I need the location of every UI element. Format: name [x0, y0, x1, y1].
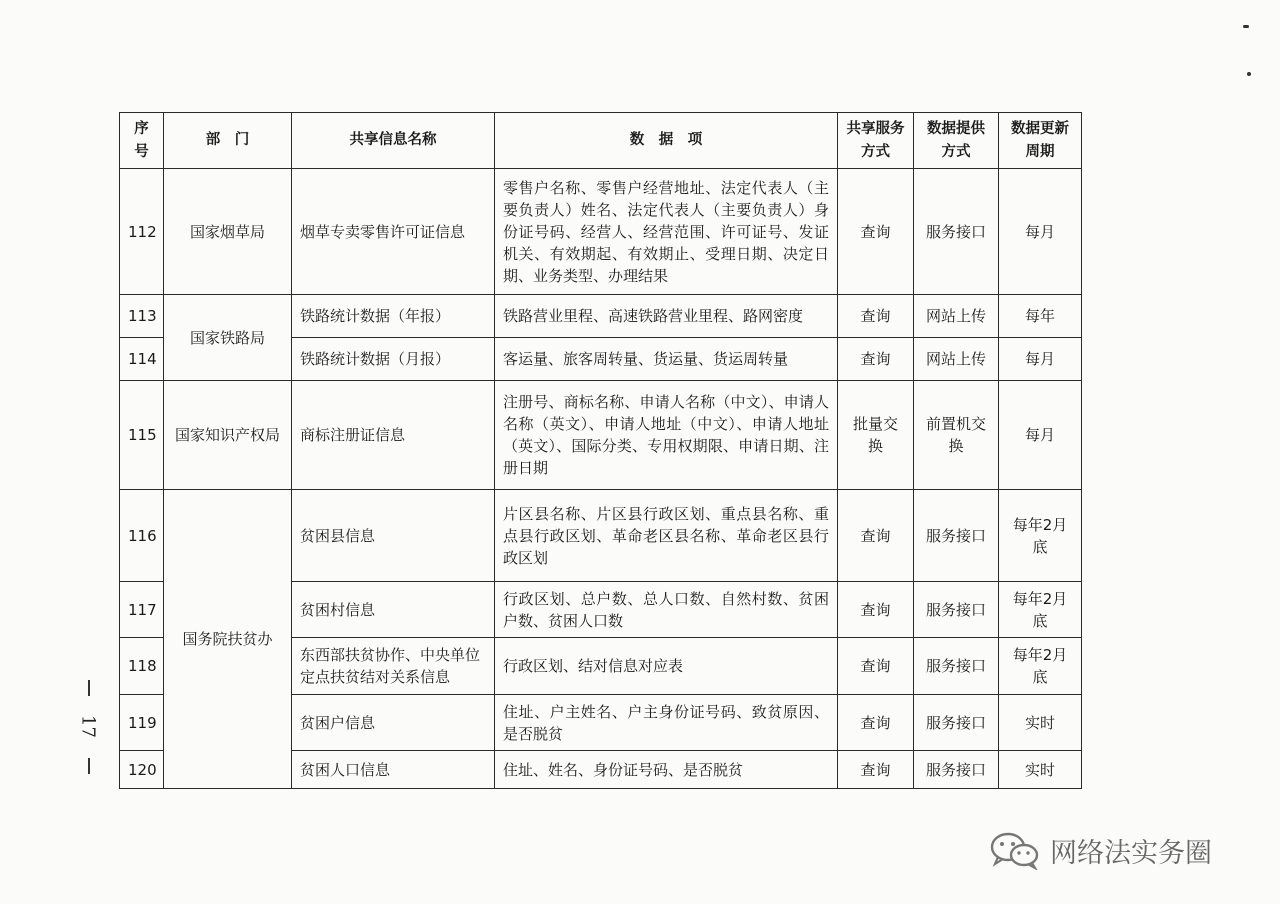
cell-dept: 国家知识产权局	[164, 381, 292, 490]
cell-update-cycle: 实时	[999, 695, 1082, 751]
cell-info-name: 贫困人口信息	[292, 751, 495, 789]
cell-service-mode: 查询	[838, 638, 914, 695]
cell-seq: 116	[120, 490, 164, 582]
cell-update-cycle: 每月	[999, 169, 1082, 295]
header-dept: 部 门	[164, 113, 292, 169]
cell-update-cycle: 每月	[999, 381, 1082, 490]
cell-provide-mode: 服务接口	[914, 751, 999, 789]
cell-provide-mode: 网站上传	[914, 338, 999, 381]
cell-data-items: 住址、姓名、身份证号码、是否脱贫	[495, 751, 838, 789]
cell-provide-mode: 服务接口	[914, 695, 999, 751]
header-info-name: 共享信息名称	[292, 113, 495, 169]
table-row	[120, 381, 1082, 490]
watermark	[988, 830, 1212, 870]
cell-data-items: 零售户名称、零售户经营地址、法定代表人（主要负责人）姓名、法定代表人（主要负责人）身份证号码、经营人、经营范围、许可证号、发证机关、有效期起、有效期止、受理日期、决定日期、业务类型、办理结果	[495, 169, 838, 295]
cell-update-cycle: 每月	[999, 338, 1082, 381]
header-seq: 序号	[120, 113, 164, 169]
table-row	[120, 295, 1082, 338]
cell-dept: 国家烟草局	[164, 169, 292, 295]
header-service-mode: 共享服务方式	[838, 113, 914, 169]
table-header-row	[120, 113, 1082, 169]
cell-service-mode: 查询	[838, 582, 914, 638]
cell-info-name: 贫困村信息	[292, 582, 495, 638]
cell-info-name: 东西部扶贫协作、中央单位定点扶贫结对关系信息	[292, 638, 495, 695]
cell-seq: 119	[120, 695, 164, 751]
cell-service-mode: 查询	[838, 295, 914, 338]
cell-provide-mode: 服务接口	[914, 582, 999, 638]
cell-info-name: 铁路统计数据（月报）	[292, 338, 495, 381]
cell-service-mode: 查询	[838, 695, 914, 751]
cell-data-items: 片区县名称、片区县行政区划、重点县名称、重点县行政区划、革命老区县名称、革命老区县行政区划	[495, 490, 838, 582]
cell-seq: 112	[120, 169, 164, 295]
cell-update-cycle: 每年2月底	[999, 582, 1082, 638]
cell-dept: 国务院扶贫办	[164, 490, 292, 789]
scan-speck	[1243, 25, 1249, 28]
cell-service-mode: 查询	[838, 169, 914, 295]
cell-dept: 国家铁路局	[164, 295, 292, 381]
wechat-icon	[988, 830, 1042, 870]
cell-provide-mode: 服务接口	[914, 169, 999, 295]
page-number-text: 17	[77, 715, 99, 738]
cell-service-mode: 查询	[838, 751, 914, 789]
cell-data-items: 行政区划、总户数、总人口数、自然村数、贫困户数、贫困人口数	[495, 582, 838, 638]
cell-provide-mode: 前置机交换	[914, 381, 999, 490]
cell-service-mode: 查询	[838, 338, 914, 381]
cell-info-name: 烟草专卖零售许可证信息	[292, 169, 495, 295]
header-data-items: 数 据 项	[495, 113, 838, 169]
cell-info-name: 贫困县信息	[292, 490, 495, 582]
cell-data-items: 注册号、商标名称、申请人名称（中文）、申请人名称（英文）、申请人地址（中文）、申请人地址（英文）、国际分类、专用权期限、申请日期、注册日期	[495, 381, 838, 490]
cell-seq: 120	[120, 751, 164, 789]
table-row	[120, 169, 1082, 295]
cell-service-mode: 批量交换	[838, 381, 914, 490]
table-row	[120, 490, 1082, 582]
scan-speck	[1247, 72, 1251, 76]
cell-info-name: 商标注册证信息	[292, 381, 495, 490]
cell-provide-mode: 服务接口	[914, 490, 999, 582]
cell-provide-mode: 服务接口	[914, 638, 999, 695]
cell-seq: 114	[120, 338, 164, 381]
cell-info-name: 铁路统计数据（年报）	[292, 295, 495, 338]
cell-service-mode: 查询	[838, 490, 914, 582]
cell-data-items: 客运量、旅客周转量、货运量、货运周转量	[495, 338, 838, 381]
watermark-text: 网络法实务圈	[1050, 837, 1212, 869]
cell-update-cycle: 每年	[999, 295, 1082, 338]
cell-seq: 117	[120, 582, 164, 638]
cell-seq: 118	[120, 638, 164, 695]
header-update-cycle: 数据更新周期	[999, 113, 1082, 169]
cell-seq: 113	[120, 295, 164, 338]
cell-update-cycle: 每年2月底	[999, 490, 1082, 582]
page-number-dash-top	[88, 680, 90, 696]
cell-update-cycle: 实时	[999, 751, 1082, 789]
page-number	[76, 672, 104, 782]
cell-provide-mode: 网站上传	[914, 295, 999, 338]
data-sharing-table-container	[119, 112, 1081, 789]
cell-info-name: 贫困户信息	[292, 695, 495, 751]
cell-seq: 115	[120, 381, 164, 490]
cell-data-items: 住址、户主姓名、户主身份证号码、致贫原因、是否脱贫	[495, 695, 838, 751]
cell-update-cycle: 每年2月底	[999, 638, 1082, 695]
page-number-dash-bottom	[88, 758, 90, 774]
cell-data-items: 行政区划、结对信息对应表	[495, 638, 838, 695]
cell-data-items: 铁路营业里程、高速铁路营业里程、路网密度	[495, 295, 838, 338]
data-sharing-table	[119, 112, 1082, 789]
header-provide-mode: 数据提供方式	[914, 113, 999, 169]
